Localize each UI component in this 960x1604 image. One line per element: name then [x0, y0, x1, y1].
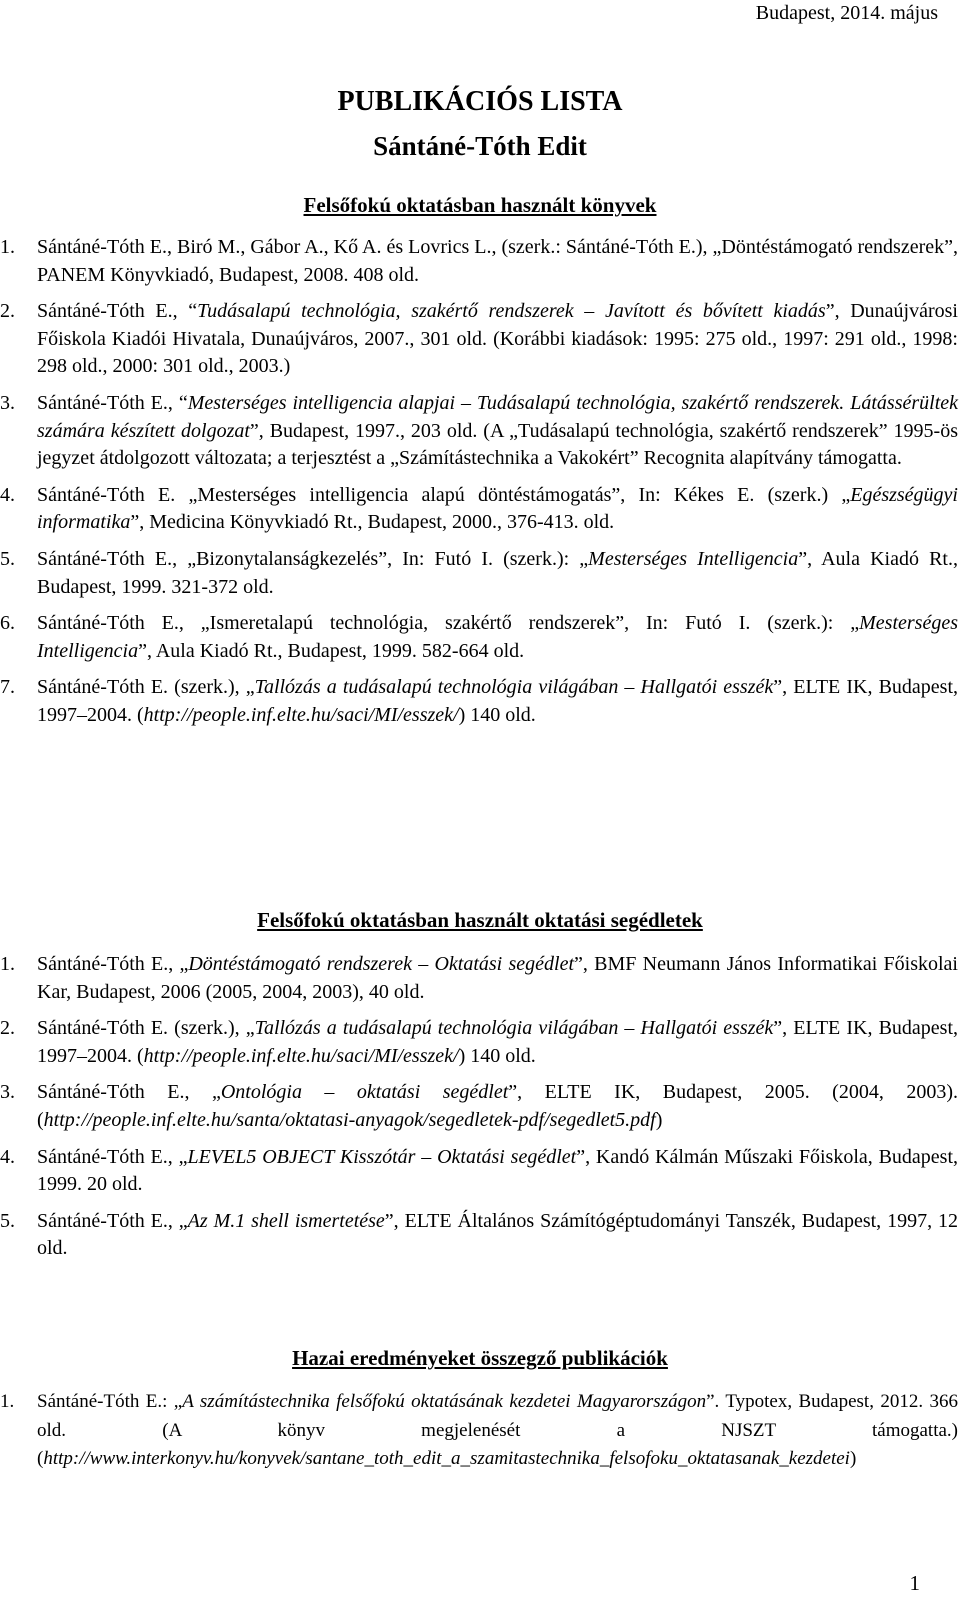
entry-number: 6. — [0, 612, 15, 635]
document-title: PUBLIKÁCIÓS LISTA — [337, 86, 623, 117]
citation-title: Az M.1 shell ismertetése — [187, 1209, 385, 1232]
entry-citation — [37, 482, 958, 537]
citation-text: ”, Kandó Kálmán Műszaki Főiskola, Budapest, 1999. 20 old. — [37, 1145, 959, 1196]
section-heading-summary-publications: Hazai eredményeket összegző publikációk — [292, 1346, 668, 1370]
citation-text: Sántáné-Tóth E. „Mesterséges intelligencia alapú döntéstámogatás”, In: Kékes E. (szerk.) „ — [37, 483, 851, 506]
entry-citation — [37, 298, 958, 381]
citation-text: ) — [655, 1108, 663, 1131]
entry-number: 4. — [0, 483, 15, 506]
entry-number: 3. — [0, 391, 15, 414]
citation-title: Mesterséges intelligencia alapjai – Tudásalapú technológia, szakértő rendszerek. Látássérültek számára készített dolgozat — [37, 391, 958, 442]
citation-text: ) — [849, 1448, 857, 1470]
publication-entry — [0, 610, 960, 665]
document-date: Budapest, 2014. május — [755, 2, 938, 24]
entry-citation — [37, 1079, 958, 1134]
citation-text: ) 140 old. — [458, 1044, 536, 1067]
entry-citation — [37, 674, 958, 729]
citation-text: Sántáné-Tóth E., “ — [37, 391, 188, 414]
section-heading-teaching-materials: Felsőfokú oktatásban használt oktatási segédletek — [257, 908, 703, 932]
citation-title: Döntéstámogató rendszerek – Oktatási segédlet — [188, 953, 575, 975]
citation-text: Sántáné-Tóth E.: „ — [37, 1391, 183, 1412]
citation-title: Ontológia – oktatási segédlet — [220, 1081, 509, 1104]
citation-title: Tallózás a tudásalapú technológia világában – Hallgatói esszék — [254, 1017, 774, 1040]
citation-text: Sántáné-Tóth E., „ — [37, 1081, 221, 1104]
citation-text: ”, Budapest, 1997., 203 old. (A „Tudásalapú technológia, szakértő rendszerek” 1995-ös jegyzet átdolgozott változata; a terjesztést a „Számítástechnika a Vakokért” Recognita alapítvány támogatta. — [37, 419, 958, 470]
entry-citation — [37, 1144, 958, 1199]
citation-text: Sántáné-Tóth E. (szerk.), „ — [37, 676, 255, 699]
citation-text: ”, BMF Neumann János Informatikai Főiskolai Kar, Budapest, 2006 (2005, 2004, 2003), 40 old. — [37, 953, 958, 1003]
citation-text: Sántáné-Tóth E., „ — [37, 953, 189, 975]
publication-entry — [0, 1144, 960, 1199]
citation-text: ”, Aula Kiadó Rt., Budapest, 1999. 321-372 old. — [37, 547, 958, 598]
entry-citation — [37, 610, 958, 665]
citation-title: Mesterséges Intelligencia — [37, 612, 958, 662]
entry-citation — [37, 546, 958, 601]
citation-text: Sántáné-Tóth E., „Bizonytalanságkezelés”, In: Futó I. (szerk.): „ — [37, 547, 589, 570]
citation-text: Sántáné-Tóth E., Biró M., Gábor A., Kő A. és Lovrics L., (szerk.: Sántáné-Tóth E.), „Döntéstámogató rendszerek”, PANEM Könyvkiadó, Budapest, 2008. 408 old. — [37, 236, 958, 286]
citation-title: Mesterséges Intelligencia — [588, 547, 799, 570]
publication-entry — [0, 234, 960, 289]
publication-entry — [0, 674, 960, 729]
entry-number: 4. — [0, 1145, 15, 1168]
citation-text: ”, ELTE IK, Budapest, 1997–2004. ( — [37, 1017, 958, 1067]
entry-number: 3. — [0, 1081, 15, 1104]
citation-text: ”, Aula Kiadó Rt., Budapest, 1999. 582-664 old. — [138, 639, 525, 662]
citation-title: Egészségügyi informatika — [37, 483, 958, 534]
citation-url[interactable]: http://people.inf.elte.hu/saci/MI/esszek/ — [143, 1044, 459, 1067]
entry-number: 7. — [0, 676, 15, 699]
author-name: Sántáné-Tóth Edit — [373, 131, 587, 161]
entry-number: 5. — [0, 547, 15, 570]
citation-text: Sántáné-Tóth E., „ — [37, 1209, 188, 1232]
publication-entry — [0, 390, 960, 473]
citation-url[interactable]: http://people.inf.elte.hu/saci/MI/esszek/ — [143, 703, 459, 726]
citation-text: Sántáné-Tóth E., “ — [37, 300, 198, 323]
entry-number: 2. — [0, 1017, 15, 1040]
publication-entry — [0, 1015, 960, 1070]
citation-text: ) 140 old. — [458, 703, 536, 726]
publication-entry — [0, 482, 960, 537]
citation-text: ”, ELTE IK, Budapest, 2005. (2004, 2003). ( — [37, 1081, 958, 1131]
citation-text: ”, Dunaújvárosi Főiskola Kiadói Hivatala, Dunaújváros, 2007., 301 old. (Korábbi kiadások: 1995: 275 old., 1997: 291 old., 1998: 298 old., 2000: 301 old., 2003.) — [37, 300, 958, 378]
entry-citation — [37, 390, 958, 473]
entry-citation — [37, 1015, 958, 1070]
citation-text: Sántáné-Tóth E., „ — [37, 1145, 188, 1168]
entry-citation — [37, 1388, 958, 1474]
publication-entry — [0, 298, 960, 381]
publication-list-teaching-materials — [0, 951, 960, 1272]
entry-number: 1. — [0, 953, 15, 975]
section-heading-books: Felsőfokú oktatásban használt könyvek — [303, 193, 657, 217]
citation-text: ”. Typotex, Budapest, 2012. 366 old. (A könyv megjelenését a NJSZT támogatta.) ( — [37, 1391, 959, 1470]
citation-text: ”, ELTE IK, Budapest, 1997–2004. ( — [37, 676, 958, 726]
publication-list-summary-publications — [0, 1388, 960, 1483]
entry-number: 1. — [0, 1391, 15, 1412]
entry-citation — [37, 234, 958, 289]
entry-number: 5. — [0, 1209, 15, 1232]
citation-text: ”, Medicina Könyvkiadó Rt., Budapest, 2000., 376-413. old. — [130, 511, 615, 534]
citation-title: LEVEL5 OBJECT Kisszótár – Oktatási segédlet — [187, 1145, 577, 1168]
publication-entry — [0, 1208, 960, 1263]
citation-url[interactable]: http://www.interkonyv.hu/konyvek/santane_toth_edit_a_szamitastechnika_felsofoku_oktatasanak_kezdetei — [43, 1448, 850, 1470]
citation-text: ”, ELTE Általános Számítógéptudományi Tanszék, Budapest, 1997, 12 old. — [37, 1209, 958, 1260]
citation-text: Sántáné-Tóth E. (szerk.), „ — [37, 1017, 255, 1040]
citation-text: Sántáné-Tóth E., „Ismeretalapú technológia, szakértő rendszerek”, In: Futó I. (szerk.): „ — [37, 612, 860, 635]
publication-entry — [0, 1079, 960, 1134]
entry-citation — [37, 1208, 958, 1263]
publication-entry — [0, 1388, 960, 1474]
citation-url[interactable]: http://people.inf.elte.hu/santa/oktatasi-anyagok/segedletek-pdf/segedlet5.pdf — [43, 1108, 656, 1131]
publication-list-books — [0, 234, 960, 739]
entry-number: 2. — [0, 300, 15, 323]
publication-entry — [0, 951, 960, 1006]
citation-title: A számítástechnika felsőfokú oktatásának kezdetei Magyarországon — [182, 1391, 707, 1412]
entry-number: 1. — [0, 236, 15, 258]
citation-title: Tallózás a tudásalapú technológia világában – Hallgatói esszék — [254, 676, 774, 699]
entry-citation — [37, 951, 958, 1006]
citation-title: Tudásalapú technológia, szakértő rendszerek – Javított és bővített kiadás — [197, 300, 826, 323]
publication-entry — [0, 546, 960, 601]
page-number: 1 — [909, 1571, 920, 1595]
